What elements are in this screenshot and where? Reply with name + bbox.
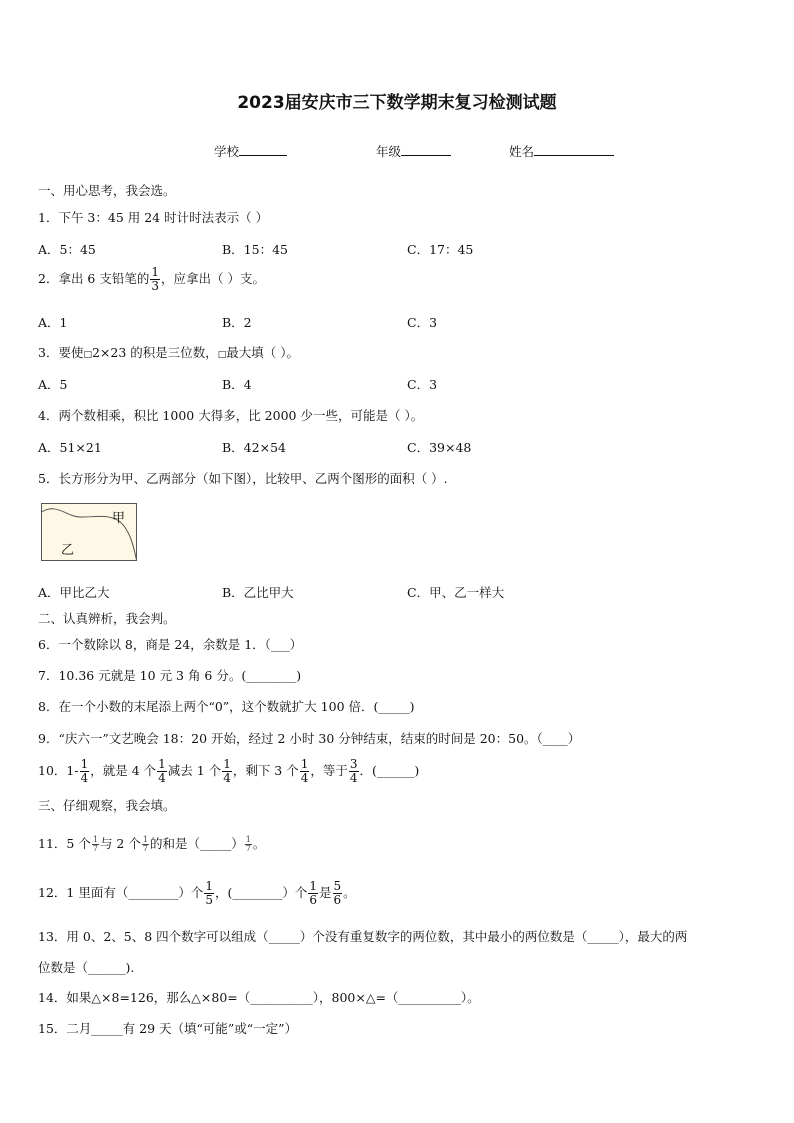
- q12-fraction-3: [333, 880, 343, 907]
- question-12: [38, 880, 356, 907]
- q11-fraction-2: [142, 836, 149, 853]
- q11-f2-num: 1: [142, 835, 148, 844]
- question-13-line-1: 13．用 0、2、5、8 四个数字可以组成（_____）个没有重复数字的两位数，其中最小的两位数是（_____），最大的两: [38, 929, 688, 944]
- q2-option-a: A．1: [38, 315, 68, 330]
- q11-f1-num: 1: [92, 835, 98, 844]
- q4-option-a: A．51×21: [38, 440, 102, 455]
- q12-text-3: 是: [319, 885, 332, 900]
- q10-text-4: ，剩下 3 个: [232, 763, 299, 778]
- q10-f3-den: 4: [223, 771, 231, 785]
- q12-text-4: 。: [343, 885, 356, 900]
- q10-fraction-4: [300, 758, 310, 785]
- q10-f2-num: 1: [158, 757, 166, 771]
- label-yi: 乙: [61, 543, 75, 558]
- question-10: [38, 758, 419, 785]
- school-label: 学校: [214, 144, 240, 159]
- q1-option-a: A．5：45: [38, 242, 96, 257]
- rectangle-figure: [41, 503, 137, 561]
- section-3-heading: 三、仔细观察，我会填。: [38, 798, 176, 813]
- question-11: [38, 834, 265, 853]
- question-2: [38, 266, 265, 293]
- q3-text-post: 最大填（ ）。: [226, 345, 300, 360]
- q2-option-b: B．2: [222, 315, 252, 330]
- question-6: 6．一个数除以 8，商是 24，余数是 1．（___）: [38, 637, 303, 652]
- school-field: [214, 142, 287, 160]
- question-14: 14．如果△×8=126，那么△×80=（__________），800×△=（__________）。: [38, 990, 480, 1005]
- q10-f4-num: 1: [300, 757, 309, 771]
- q11-text-1: 11．5 个: [38, 836, 91, 851]
- q10-fraction-3: [222, 758, 232, 785]
- grade-label: 年级: [376, 144, 402, 159]
- q3-option-b: B．4: [222, 377, 252, 392]
- q10-f1-den: 4: [80, 771, 89, 785]
- section-2-heading: 二、认真辨析，我会判。: [38, 611, 176, 626]
- question-5: 5．长方形分为甲、乙两部分（如下图），比较甲、乙两个图形的面积（ ）.: [38, 471, 448, 486]
- question-3: [38, 343, 299, 361]
- name-blank: [534, 143, 614, 156]
- q5-option-a: A．甲比乙大: [38, 585, 110, 600]
- q11-text-3: 的和是（_____）: [149, 836, 244, 851]
- question-1: 1．下午 3：45 用 24 时计时法表示（ ）: [38, 210, 269, 225]
- q11-f3-num: 1: [245, 835, 251, 844]
- q5-option-b: B．乙比甲大: [222, 585, 294, 600]
- q12-fraction-1: [204, 880, 214, 907]
- q5-option-c: C．甲、乙一样大: [407, 585, 505, 600]
- name-label: 姓名: [509, 144, 535, 159]
- q4-option-b: B．42×54: [222, 440, 286, 455]
- question-9: 9．“庆六一”文艺晚会 18：20 开始，经过 2 小时 30 分钟结束，结束的时间是 20：50。（____）: [38, 731, 581, 746]
- q1-option-c: C．17：45: [407, 242, 474, 257]
- q10-f5-num: 3: [349, 757, 358, 771]
- q3-text-pre: 3．要使: [38, 345, 84, 360]
- q2-option-c: C．3: [407, 315, 438, 330]
- q11-fraction-3: [245, 836, 252, 853]
- q10-fraction-5: [349, 758, 359, 785]
- q12-text-2: ，(________）个: [214, 885, 308, 900]
- q10-f5-den: 4: [349, 771, 358, 785]
- q12-text-1: 12．1 里面有（________）个: [38, 885, 204, 900]
- q2-frac-num: 1: [151, 265, 159, 279]
- q10-fraction-2: [157, 758, 167, 785]
- q11-f3-den: 7: [245, 844, 251, 853]
- q3-option-c: C．3: [407, 377, 438, 392]
- question-13-line-2: 位数是（______).: [38, 960, 135, 975]
- q10-f1-num: 1: [80, 757, 89, 771]
- question-8: 8．在一个小数的末尾添上两个“0”，这个数就扩大 100 倍．(_____): [38, 699, 415, 714]
- name-field: [509, 142, 614, 160]
- q12-f1-den: 5: [205, 893, 213, 907]
- label-jia: 甲: [112, 511, 126, 526]
- q3-text-mid: 2×23 的积是三位数，: [91, 345, 218, 360]
- section-1-heading: 一、用心思考，我会选。: [38, 183, 176, 198]
- q2-frac-den: 3: [151, 279, 159, 293]
- q2-fraction: [150, 266, 160, 293]
- q10-f2-den: 4: [158, 771, 166, 785]
- q3-box-symbol: □: [83, 350, 92, 360]
- q11-f1-den: 7: [92, 844, 98, 853]
- q3-box-symbol-2: □: [217, 350, 227, 360]
- q10-text-6: ．(______): [359, 763, 420, 778]
- q11-text-2: 与 2 个: [99, 836, 141, 851]
- q4-option-c: C．39×48: [407, 440, 472, 455]
- q2-text-pre: 2．拿出 6 支铅笔的: [38, 271, 150, 286]
- q12-f2-den: 6: [309, 893, 318, 907]
- q11-fraction-1: [92, 836, 99, 853]
- page-title: 2023届安庆市三下数学期末复习检测试题: [237, 93, 557, 113]
- q10-f3-num: 1: [223, 757, 231, 771]
- q10-f4-den: 4: [300, 771, 309, 785]
- q3-option-a: A．5: [38, 377, 68, 392]
- question-15: 15．二月_____有 29 天（填“可能”或“一定”）: [38, 1021, 298, 1036]
- question-4: 4．两个数相乘，积比 1000 大得多，比 2000 少一些，可能是（ ）。: [38, 408, 424, 423]
- q10-fraction-1: [80, 758, 90, 785]
- q12-f2-num: 1: [309, 879, 318, 893]
- grade-blank: [401, 143, 451, 156]
- q10-text-3: 减去 1 个: [167, 763, 222, 778]
- q1-option-b: B．15：45: [222, 242, 288, 257]
- q12-f3-den: 6: [333, 893, 342, 907]
- q11-f2-den: 7: [142, 844, 148, 853]
- q10-text-2: ，就是 4 个: [90, 763, 157, 778]
- question-7: 7．10.36 元就是 10 元 3 角 6 分。(________): [38, 668, 302, 683]
- q10-text-5: ，等于: [310, 763, 348, 778]
- grade-field: [376, 142, 451, 160]
- q11-text-4: 。: [252, 836, 266, 851]
- q10-text-1: 10．1-: [38, 763, 79, 778]
- q12-f3-num: 5: [333, 879, 342, 893]
- q12-f1-num: 1: [205, 879, 213, 893]
- q2-text-post: ，应拿出（ ）支。: [161, 271, 265, 286]
- school-blank: [239, 143, 287, 156]
- q12-fraction-2: [308, 880, 318, 907]
